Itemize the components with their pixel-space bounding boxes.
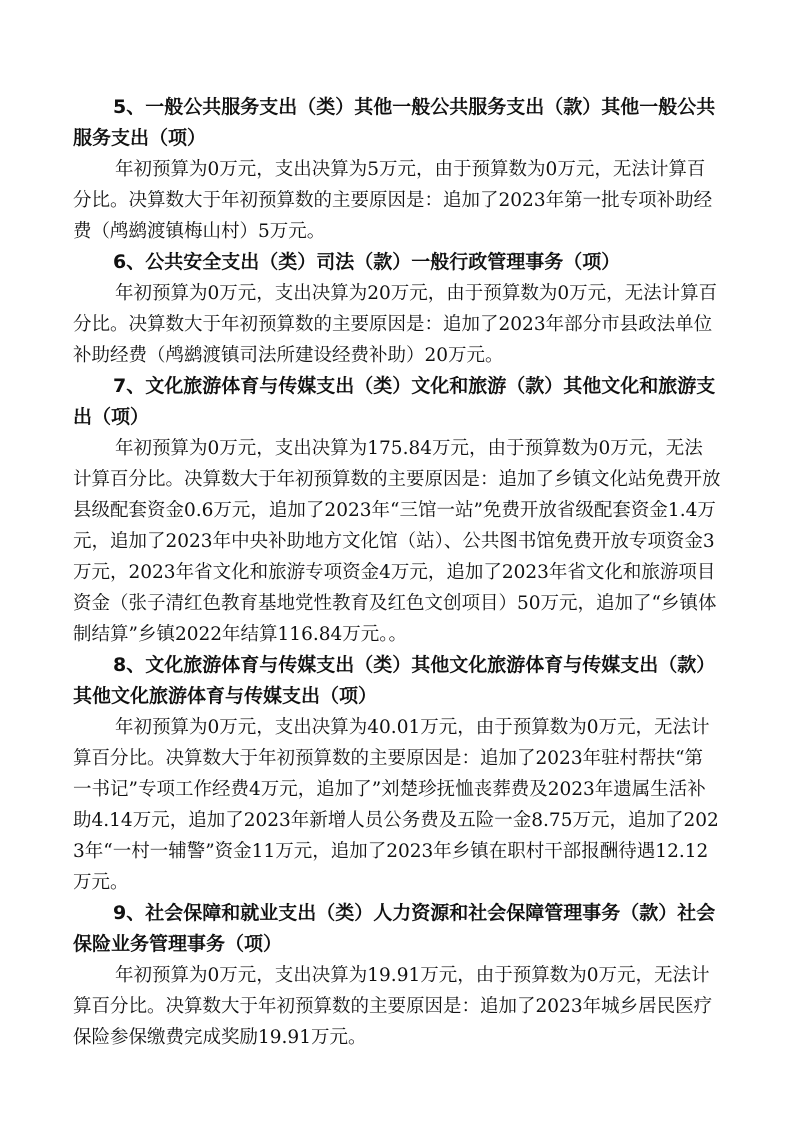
section-6 xyxy=(73,247,721,371)
section-heading: 7、文化旅游体育与传媒支出（类）文化和旅游（款）其他文化和旅游支出（项） xyxy=(73,375,716,428)
section-heading: 8、文化旅游体育与传媒支出（类）其他文化旅游体育与传媒支出（款）其他文化旅游体育与传媒支出（项） xyxy=(73,654,716,707)
document-page xyxy=(73,92,721,1053)
section-body: 年初预算为0万元，支出决算为5万元，由于预算数为0万元，无法计算百分比。决算数大于年初预算数的主要原因是：追加了2023年第一批专项补助经费（鸬鹚渡镇梅山村）5万元。 xyxy=(73,159,713,242)
section-heading: 5、一般公共服务支出（类）其他一般公共服务支出（款）其他一般公共服务支出（项） xyxy=(73,96,716,149)
section-heading: 9、社会保障和就业支出（类）人力资源和社会保障管理事务（款）社会保险业务管理事务（项） xyxy=(73,902,716,955)
section-heading: 6、公共安全支出（类）司法（款）一般行政管理事务（项） xyxy=(113,251,621,273)
section-7 xyxy=(73,371,721,650)
section-5 xyxy=(73,92,721,247)
section-body: 年初预算为0万元，支出决算为40.01万元，由于预算数为0万元，无法计算百分比。决算数大于年初预算数的主要原因是：追加了2023年驻村帮扶“第一书记”专项工作经费4万元，追加了”刘楚珍抚恤丧葬费及2023年遗属生活补助4.14万元，追加了2023年新增人员公务费及五险一金8.75万元，追加了2023年“一村一辅警”资金11万元，追加了2023年乡镇在职村干部报酬待遇12.12万元。 xyxy=(73,717,719,893)
section-8 xyxy=(73,650,721,898)
section-body: 年初预算为0万元，支出决算为19.91万元，由于预算数为0万元，无法计算百分比。决算数大于年初预算数的主要原因是：追加了2023年城乡居民医疗保险参保缴费完成奖励19.91万元。 xyxy=(73,965,713,1048)
section-body: 年初预算为0万元，支出决算为175.84万元，由于预算数为0万元，无法计算百分比。决算数大于年初预算数的主要原因是：追加了乡镇文化站免费开放县级配套资金0.6万元，追加了2023年“三馆一站”免费开放省级配套资金1.4万元，追加了2023年中央补助地方文化馆（站）、公共图书馆免费开放专项资金3万元，2023年省文化和旅游专项资金4万元，追加了2023年省文化和旅游项目资金（张子清红色教育基地党性教育及红色文创项目）50万元，追加了“乡镇体制结算”乡镇2022年结算116.84万元。。 xyxy=(73,438,721,645)
section-body: 年初预算为0万元，支出决算为20万元，由于预算数为0万元，无法计算百分比。决算数大于年初预算数的主要原因是：追加了2023年部分市县政法单位补助经费（鸬鹚渡镇司法所建设经费补助）20万元。 xyxy=(73,283,718,366)
section-9 xyxy=(73,898,721,1053)
